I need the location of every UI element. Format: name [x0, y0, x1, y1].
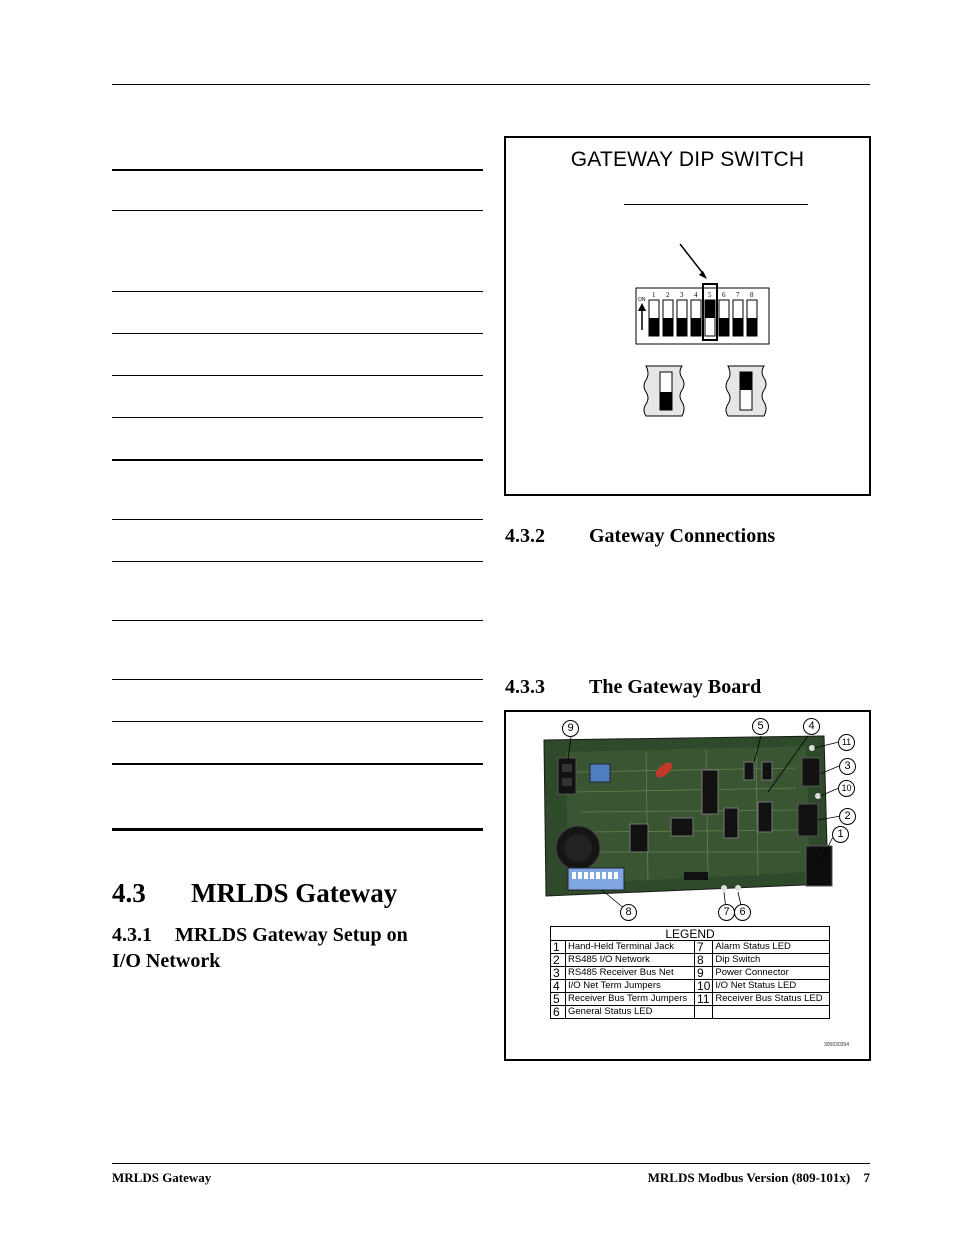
legend-label: Hand-Held Terminal Jack — [566, 941, 695, 954]
legend-title-row — [551, 927, 830, 941]
callout-8: 8 — [620, 904, 637, 921]
callout-6: 6 — [734, 904, 751, 921]
legend-number: 4 — [551, 980, 566, 993]
callout-11: 11 — [838, 734, 855, 751]
gateway-board-figure — [504, 710, 871, 1061]
subsection-1-title-cont: I/O Network — [112, 950, 221, 972]
subsection-3-number: 4.3.3 — [505, 676, 545, 698]
callout-9: 9 — [562, 720, 579, 737]
legend-number: 7 — [695, 941, 713, 954]
legend-number: 1 — [551, 941, 566, 954]
subsection-2-title: Gateway Connections — [589, 525, 776, 547]
legend-label: Receiver Bus Term Jumpers — [566, 993, 695, 1006]
legend-label: RS485 Receiver Bus Net — [566, 967, 695, 980]
switch-number-6: 6 — [722, 291, 726, 299]
callout-4: 4 — [803, 718, 820, 735]
legend-row — [551, 980, 830, 993]
footer-rule — [112, 1163, 870, 1164]
callout-7: 7 — [718, 904, 735, 921]
section-number: 4.3 — [112, 878, 146, 908]
switch-number-4: 4 — [694, 291, 698, 299]
legend-label: General Status LED — [566, 1006, 695, 1019]
legend-label: Receiver Bus Status LED — [713, 993, 830, 1006]
legend-number: 6 — [551, 1006, 566, 1019]
section-heading — [112, 878, 398, 909]
footer-doc-title: MRLDS Modbus Version (809-101x) — [647, 1170, 851, 1185]
pointer-arrow — [680, 244, 705, 276]
closeup-switch-on — [726, 366, 766, 416]
closeup-switch-off — [644, 366, 684, 416]
legend-label: RS485 I/O Network — [566, 954, 695, 967]
legend-table — [550, 926, 830, 1019]
footer-right — [648, 1170, 870, 1186]
page-number: 7 — [863, 1170, 870, 1185]
dip-switch-drawing — [506, 138, 869, 494]
subsection-2-number: 4.3.2 — [505, 525, 545, 547]
legend-row — [551, 993, 830, 1006]
callout-5: 5 — [752, 718, 769, 735]
legend-label: Dip Switch — [713, 954, 830, 967]
dip-switch-figure — [504, 136, 871, 496]
legend-title: LEGEND — [551, 927, 830, 941]
legend-number: 8 — [695, 954, 713, 967]
legend-label — [713, 1006, 830, 1019]
legend-number: 3 — [551, 967, 566, 980]
switch-number-2: 2 — [666, 291, 670, 299]
subsection-heading-1 — [112, 922, 484, 974]
legend-label: I/O Net Term Jumpers — [566, 980, 695, 993]
callout-10: 10 — [838, 780, 855, 797]
callout-1: 1 — [832, 826, 849, 843]
header-rule — [112, 84, 870, 85]
callout-2: 2 — [839, 808, 856, 825]
pointer-arrowhead — [699, 271, 707, 279]
on-label: ON — [638, 297, 646, 303]
switch-number-7: 7 — [736, 291, 740, 299]
dip-figure-title: GATEWAY DIP SWITCH — [570, 148, 805, 171]
switch-number-3: 3 — [680, 291, 684, 299]
switch-number-8: 8 — [750, 291, 754, 299]
callout-3: 3 — [839, 758, 856, 775]
subsection-3-title: The Gateway Board — [589, 676, 762, 698]
legend-label: Power Connector — [713, 967, 830, 980]
legend-row — [551, 941, 830, 954]
legend-number: 5 — [551, 993, 566, 1006]
legend-row — [551, 1006, 830, 1019]
legend-number — [695, 1006, 713, 1019]
subsection-heading-2 — [505, 523, 776, 549]
section-title: MRLDS Gateway — [191, 878, 398, 908]
legend-row — [551, 954, 830, 967]
legend-row — [551, 967, 830, 980]
subsection-1-title: MRLDS Gateway Setup on — [175, 924, 408, 946]
subsection-1-number: 4.3.1 — [112, 924, 152, 946]
legend-number: 2 — [551, 954, 566, 967]
legend-number: 9 — [695, 967, 713, 980]
switch-number-5: 5 — [708, 291, 712, 299]
footer-left: MRLDS Gateway — [112, 1170, 212, 1185]
drawing-code: 305030354 — [824, 1042, 850, 1048]
switch-number-1: 1 — [652, 291, 656, 299]
subsection-heading-3 — [505, 674, 762, 700]
legend-number: 10 — [695, 980, 713, 993]
legend-number: 11 — [695, 993, 713, 1006]
legend-label: I/O Net Status LED — [713, 980, 830, 993]
legend-label: Alarm Status LED — [713, 941, 830, 954]
